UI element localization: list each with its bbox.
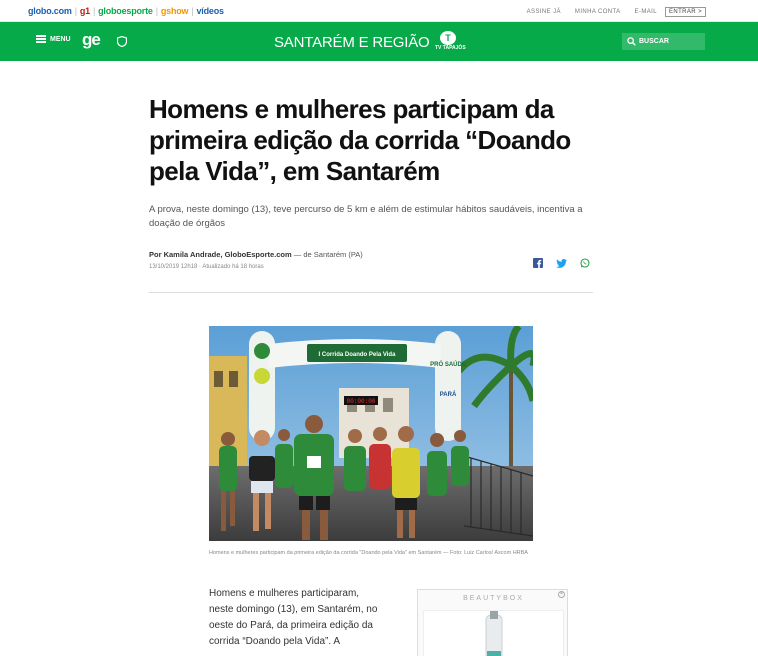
global-top-bar — [0, 0, 758, 22]
whatsapp-icon[interactable] — [580, 255, 590, 273]
tv-tapajos-text: TV TAPAJÓS — [435, 45, 466, 51]
email-link[interactable]: E-MAIL — [634, 9, 657, 15]
separator: | — [191, 6, 194, 16]
login-button[interactable]: ENTRAR > — [665, 7, 706, 17]
tv-tapajos-mark: T — [440, 31, 456, 45]
article-title: Homens e mulheres participam da primeira edição da corrida “Doando pela Vida”, em Santarém — [149, 94, 571, 186]
brand-videos-link[interactable]: vídeos — [196, 6, 224, 16]
brand-links — [28, 6, 224, 16]
photo-timer-text: 00:00:00 — [346, 398, 376, 405]
separator: | — [92, 6, 96, 16]
separator: | — [155, 6, 158, 16]
brand-globoesporte-link[interactable]: globoesporte — [98, 6, 153, 16]
account-links — [513, 7, 706, 17]
photo-sponsor2-text: PARÁ — [439, 392, 457, 398]
share-buttons — [533, 255, 603, 273]
publish-dates: 13/10/2019 12h18 · Atualizado há 18 horas — [149, 264, 264, 270]
location: — de Santarém (PA) — [291, 250, 363, 259]
article-photo[interactable] — [209, 326, 533, 541]
separator: | — [74, 6, 77, 16]
ad-close-icon[interactable]: × — [558, 591, 565, 598]
tv-tapajos-logo[interactable] — [435, 31, 471, 53]
author: Por Kamila Andrade, GloboEsporte.com — [149, 250, 292, 259]
article-subtitle: A prova, neste domingo (13), teve percurso de 5 km e além de estimular hábitos saudáveis, incentiva a doação de órgãos — [149, 204, 583, 229]
photo-caption: Homens e mulheres participam da primeira edição da corrida "Doando pela Vida" em Santarém — Foto: Luiz Carlos/ Ascom HRBA — [209, 550, 528, 556]
hamburger-icon — [36, 35, 46, 43]
shield-icon[interactable] — [117, 36, 127, 47]
facebook-icon[interactable] — [533, 255, 543, 273]
ad-brand: BEAUTYBOX — [463, 595, 524, 602]
ge-logo[interactable]: ge — [82, 30, 100, 49]
photo-banner-text: I Corrida Doando Pela Vida — [318, 352, 396, 358]
brand-g1-link[interactable]: g1 — [79, 6, 90, 16]
menu-label: MENU — [50, 35, 71, 43]
ad-product-image[interactable] — [423, 610, 564, 656]
byline — [149, 250, 363, 259]
article-body: Homens e mulheres participaram, neste domingo (13), em Santarém, no oeste do Pará, da primeira edição da corrida “Doando pela Vida”. A — [209, 588, 378, 647]
section-header — [0, 22, 758, 61]
advertisement[interactable] — [417, 589, 568, 656]
brand-globo-link[interactable]: globo.com — [28, 6, 72, 16]
twitter-icon[interactable] — [556, 255, 567, 273]
search-label: BUSCAR — [639, 38, 669, 45]
divider — [149, 292, 593, 293]
my-account-link[interactable]: MINHA CONTA — [574, 9, 621, 15]
brand-gshow-link[interactable]: gshow — [160, 6, 189, 16]
photo-sponsor-text: PRÓ SAÚDE — [430, 362, 466, 368]
search-icon — [627, 37, 636, 46]
subscribe-link[interactable]: ASSINE JÁ — [526, 9, 561, 15]
section-title[interactable]: SANTARÉM E REGIÃO — [274, 34, 430, 51]
search-button[interactable] — [622, 33, 705, 50]
menu-button[interactable] — [36, 35, 71, 43]
